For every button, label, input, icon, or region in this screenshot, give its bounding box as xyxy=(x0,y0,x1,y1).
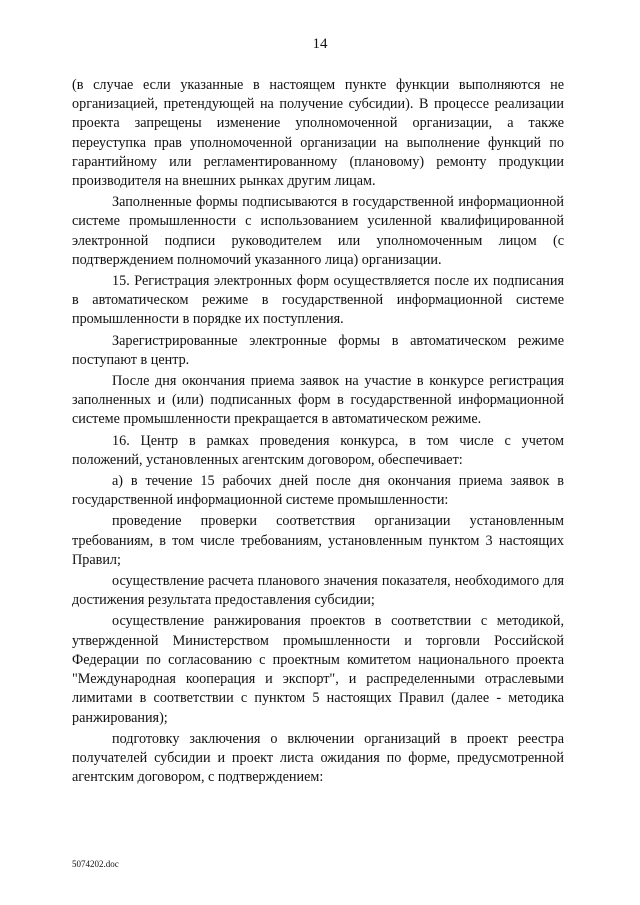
paragraph: осуществление ранжирования проектов в соответствии с методикой, утвержденной Министерством промышленности и торговли Российской Федерации по согласованию с проектным комитетом национального проекта "Международная кооперация и экспорт", и распределенными отраслевыми лимитами в соответствии с пунктом 5 настоящих Правил (далее - методика ранжирования); xyxy=(72,613,564,726)
file-name-footer: 5074202.doc xyxy=(72,859,119,869)
paragraph: 15. Регистрация электронных форм осуществляется после их подписания в автоматическом режиме в государственной информационной системе промышленности в порядке их поступления. xyxy=(72,273,564,328)
paragraph: После дня окончания приема заявок на участие в конкурсе регистрация заполненных и (или) подписанных форм в государственной информационной системе промышленности прекращается в автоматическом режиме. xyxy=(72,373,564,428)
document-body xyxy=(72,76,564,787)
paragraph: 16. Центр в рамках проведения конкурса, в том числе с учетом положений, установленных агентским договором, обеспечивает: xyxy=(72,432,564,468)
paragraph: проведение проверки соответствия организации установленным требованиям, в том числе требованиям, установленным пунктом 3 настоящих Правил; xyxy=(72,513,564,568)
paragraph: Зарегистрированные электронные формы в автоматическом режиме поступают в центр. xyxy=(72,332,564,368)
paragraph: а) в течение 15 рабочих дней после дня окончания приема заявок в государственной информационной системе промышленности: xyxy=(72,473,564,509)
paragraph: Заполненные формы подписываются в государственной информационной системе промышленности с использованием усиленной квалифицированной электронной подписи руководителем или уполномоченным лицом (с подтверждением полномочий указанного лица) организации. xyxy=(72,194,564,268)
page-number: 14 xyxy=(312,36,328,52)
paragraph: (в случае если указанные в настоящем пункте функции выполняются не организацией, претендующей на получение субсидии). В процессе реализации проекта запрещены изменение уполномоченной организации, а также переуступка прав уполномоченной организации на выполнение функций по гарантийному или регламентированному (плановому) ремонту продукции производителя на внешних рынках другим лицам. xyxy=(72,77,564,190)
paragraph: осуществление расчета планового значения показателя, необходимого для достижения результата предоставления субсидии; xyxy=(72,573,564,609)
paragraph: подготовку заключения о включении организаций в проект реестра получателей субсидии и проект листа ожидания по форме, предусмотренной агентским договором, с подтверждением: xyxy=(72,730,564,786)
